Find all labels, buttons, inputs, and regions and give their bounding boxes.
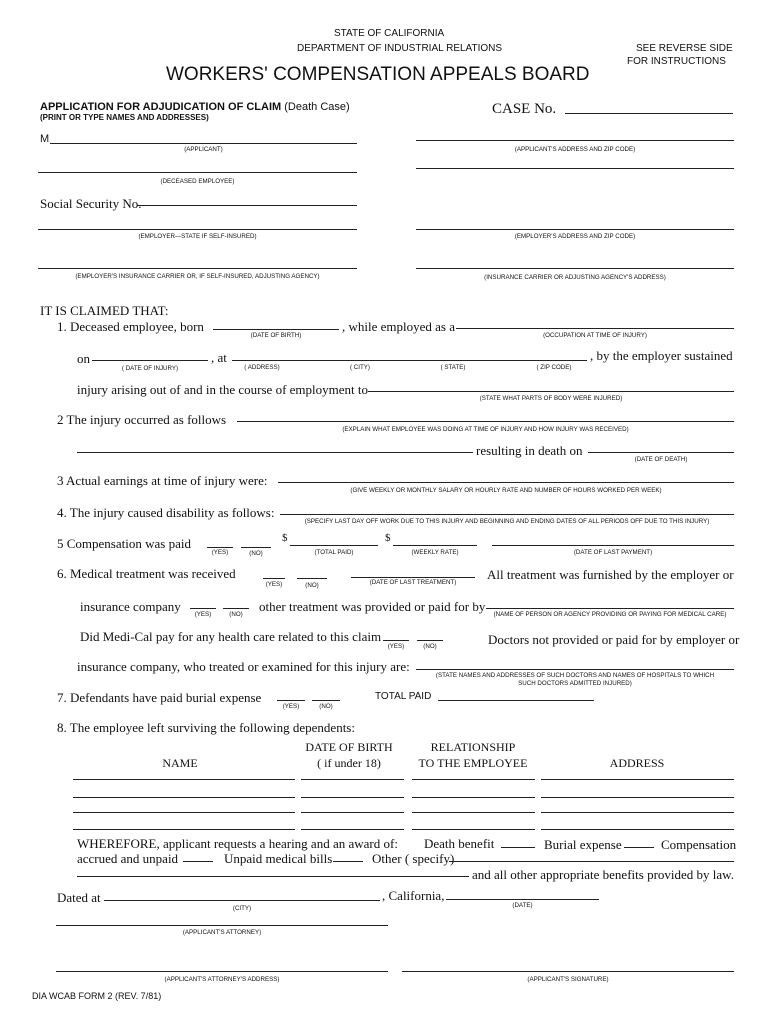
weekly-rate-caption: (WEEKLY RATE) (411, 549, 459, 556)
item-8-text: 8. The employee left surviving the following dependents: (57, 720, 355, 735)
employer-caption: (EMPLOYER—STATE IF SELF-INSURED) (138, 233, 257, 240)
occupation-caption: (OCCUPATION AT TIME OF INJURY) (543, 332, 647, 339)
date-of-death-caption: (DATE OF DEATH) (634, 456, 688, 463)
on-label: on (77, 351, 90, 366)
dependent-1-relationship[interactable] (412, 779, 535, 780)
doctors-caption-line-1: (STATE NAMES AND ADDRESSES OF SUCH DOCTORS AND NAMES OF HOSPITALS TO WHICH (435, 672, 715, 679)
dependent-2-address[interactable] (541, 797, 734, 798)
date-caption: (DATE) (512, 902, 533, 909)
accrued-unpaid-label: accrued and unpaid (77, 851, 179, 866)
insurance-no-field[interactable] (223, 608, 249, 609)
total-paid-caption: (TOTAL PAID) (314, 549, 354, 556)
case-number-label: CASE No. (492, 101, 557, 117)
dependent-1-address[interactable] (541, 779, 734, 780)
applicant-address-caption: (APPLICANT'S ADDRESS AND ZIP CODE) (514, 146, 636, 153)
other-specify-field[interactable] (449, 861, 734, 862)
application-title (40, 101, 350, 113)
form-identifier: DIA WCAB FORM 2 (REV. 7/81) (32, 991, 162, 1001)
deceased-employee-caption: (DECEASED EMPLOYEE) (160, 178, 235, 185)
dependent-4-relationship[interactable] (412, 829, 535, 830)
applicant-signature-caption: (APPLICANT'S SIGNATURE) (527, 976, 609, 983)
date-field[interactable] (446, 899, 599, 900)
burial-expense-field[interactable] (624, 847, 654, 848)
item-3-text: 3 Actual earnings at time of injury were: (57, 473, 268, 488)
compensation-no-field[interactable] (241, 547, 271, 548)
dependent-2-name[interactable] (73, 797, 295, 798)
claims-heading: IT IS CLAIMED THAT: (40, 303, 169, 318)
item-1-text: 1. Deceased employee, born (57, 319, 204, 334)
item-2-text: 2 The injury occurred as follows (57, 412, 227, 427)
injury-explanation-field[interactable] (237, 421, 734, 422)
compensation-no-caption: (NO) (249, 550, 263, 557)
burial-total-paid-field[interactable] (438, 700, 594, 701)
dated-at-label: Dated at (57, 890, 101, 905)
applicant-caption: (APPLICANT) (184, 146, 223, 153)
applicant-attorney-field[interactable] (56, 925, 388, 926)
medi-cal-yes-caption: (YES) (387, 643, 405, 650)
total-paid-field[interactable] (290, 545, 378, 546)
see-reverse-note: SEE REVERSE SIDE (636, 43, 733, 54)
compensation-yes-field[interactable] (207, 547, 233, 548)
carrier-address-field[interactable] (416, 268, 734, 269)
instructions-note: FOR INSTRUCTIONS (627, 56, 726, 67)
form-title: WORKERS' COMPENSATION APPEALS BOARD (166, 64, 590, 85)
ssn-label: Social Security No. (40, 196, 142, 211)
occupation-field[interactable] (456, 328, 734, 329)
dependent-2-dob[interactable] (301, 797, 404, 798)
medical-yes-field[interactable] (263, 578, 285, 579)
earnings-field[interactable] (278, 482, 734, 483)
employer-address-field[interactable] (416, 229, 734, 230)
dependent-1-name[interactable] (73, 779, 295, 780)
employer-field[interactable] (38, 229, 357, 230)
unpaid-medical-label: Unpaid medical bills (224, 851, 333, 866)
doctors-field[interactable] (416, 669, 734, 670)
medi-cal-no-caption: (NO) (423, 643, 437, 650)
medical-no-caption: (NO) (305, 582, 319, 589)
burial-no-field[interactable] (312, 700, 340, 701)
dob-column-subheader: ( if under 18) (317, 756, 381, 770)
other-treatment-text: other treatment was provided or paid for by (259, 599, 486, 614)
burial-no-caption: (NO) (319, 703, 333, 710)
date-of-birth-caption: (DATE OF BIRTH) (250, 332, 302, 339)
m-prefix: M (40, 133, 50, 145)
burial-expense-label: Burial expense (544, 837, 622, 852)
applicant-field[interactable] (50, 143, 357, 144)
dependent-4-dob[interactable] (301, 829, 404, 830)
doctors-caption-line-2: SUCH DOCTORS ADMITTED INJURED) (518, 680, 632, 687)
relationship-column-header: RELATIONSHIP (430, 740, 516, 754)
date-of-birth-field[interactable] (213, 329, 339, 330)
print-instruction: (PRINT OR TYPE NAMES AND ADDRESSES) (40, 113, 209, 122)
dependent-3-dob[interactable] (301, 812, 404, 813)
case-number-field[interactable] (565, 113, 733, 114)
dated-at-city-field[interactable] (104, 900, 380, 901)
all-other-benefits-text: and all other appropriate benefits provided by law. (472, 867, 734, 882)
medi-cal-yes-field[interactable] (383, 640, 409, 641)
wherefore-text: WHEREFORE, applicant requests a hearing and an award of: (77, 836, 398, 851)
unpaid-medical-field[interactable] (333, 861, 363, 862)
at-label: , at (211, 350, 227, 365)
insurance-yes-field[interactable] (190, 608, 216, 609)
accrued-unpaid-field[interactable] (183, 861, 213, 862)
address-caption: ( ADDRESS) (244, 364, 280, 371)
deceased-employee-field[interactable] (38, 172, 357, 173)
resulting-death-text: resulting in death on (476, 443, 583, 458)
date-of-death-field[interactable] (588, 452, 734, 453)
compensation-yes-caption: (YES) (211, 549, 229, 556)
body-parts-caption: (STATE WHAT PARTS OF BODY WERE INJURED) (479, 395, 623, 402)
death-benefit-field[interactable] (501, 847, 535, 848)
zip-code-caption: ( ZIP CODE) (536, 364, 572, 371)
weekly-rate-field[interactable] (393, 545, 477, 546)
insurance-no-caption: (NO) (229, 611, 243, 618)
item-6-text: 6. Medical treatment was received (57, 566, 236, 581)
body-parts-field[interactable] (368, 391, 734, 392)
carrier-field[interactable] (38, 268, 357, 269)
other-payer-field[interactable] (486, 608, 734, 609)
applicant-address-field-2[interactable] (416, 168, 734, 169)
weekly-rate-dollar: $ (385, 532, 391, 544)
applicant-address-field[interactable] (416, 140, 734, 141)
state-heading: STATE OF CALIFORNIA (334, 28, 445, 39)
total-paid-dollar: $ (282, 532, 288, 544)
dependent-3-address[interactable] (541, 812, 734, 813)
other-specify-label: Other ( specify) (372, 851, 455, 866)
department-heading: DEPARTMENT OF INDUSTRIAL RELATIONS (297, 43, 503, 54)
all-treatment-text: All treatment was furnished by the employer or (487, 567, 734, 582)
ssn-field[interactable] (137, 205, 357, 206)
item-1-while: , while employed as a (342, 319, 455, 334)
item-5-text: 5 Compensation was paid (57, 536, 191, 551)
death-benefit-label: Death benefit (424, 836, 495, 851)
dependent-3-relationship[interactable] (412, 812, 535, 813)
medi-cal-text: Did Medi-Cal pay for any health care related to this claim (80, 629, 382, 644)
by-employer-text: , by the employer sustained (590, 348, 733, 363)
last-treatment-field[interactable] (351, 577, 475, 578)
date-of-injury-field[interactable] (92, 360, 208, 361)
carrier-address-caption: (INSURANCE CARRIER OR ADJUSTING AGENCY'S ADDRESS) (484, 274, 666, 281)
other-payer-caption: (NAME OF PERSON OR AGENCY PROVIDING OR PAYING FOR MEDICAL CARE) (493, 611, 727, 618)
date-of-injury-caption: ( DATE OF INJURY) (121, 365, 179, 372)
name-column-header: NAME (162, 756, 198, 770)
city-caption: ( CITY) (350, 364, 370, 371)
insurance-yes-caption: (YES) (194, 611, 212, 618)
item-4-text: 4. The injury caused disability as follows: (57, 505, 275, 520)
burial-yes-caption: (YES) (282, 703, 300, 710)
carrier-caption: (EMPLOYER'S INSURANCE CARRIER OR, IF SELF-INSURED, ADJUSTING AGENCY) (75, 273, 320, 280)
dependent-4-address[interactable] (541, 829, 734, 830)
state-caption: ( STATE) (440, 364, 466, 371)
dob-column-header: DATE OF BIRTH (305, 740, 393, 754)
medical-yes-caption: (YES) (265, 581, 283, 588)
last-payment-field[interactable] (492, 545, 734, 546)
burial-yes-field[interactable] (277, 700, 305, 701)
application-title-plain: (Death Case) (284, 101, 350, 113)
dependent-1-dob[interactable] (301, 779, 404, 780)
burial-total-paid-label: TOTAL PAID (375, 691, 432, 702)
injury-location-field[interactable] (232, 360, 587, 361)
employer-address-caption: (EMPLOYER'S ADDRESS AND ZIP CODE) (514, 233, 636, 240)
last-treatment-caption: (DATE OF LAST TREATMENT) (369, 579, 457, 586)
disability-caption: (SPECIFY LAST DAY OFF WORK DUE TO THIS INJURY AND BEGINNING AND ENDING DATES OF ALL PERIODS OFF DUE TO THIS INJURY) (304, 518, 710, 525)
medical-no-field[interactable] (297, 578, 327, 579)
california-label: , California, (382, 888, 445, 903)
dated-at-city-caption: (CITY) (232, 905, 252, 912)
medi-cal-no-field[interactable] (417, 640, 443, 641)
address-column-header: ADDRESS (609, 756, 665, 770)
injury-arising-text: injury arising out of and in the course of employment to (77, 382, 368, 397)
injury-explanation-field-2[interactable] (77, 452, 473, 453)
dependent-2-relationship[interactable] (412, 797, 535, 798)
insurance-treated-text: insurance company, who treated or examined for this injury are: (77, 659, 410, 674)
injury-explanation-caption: (EXPLAIN WHAT EMPLOYEE WAS DOING AT TIME OF INJURY AND HOW INJURY WAS RECEIVED) (342, 426, 629, 433)
applicant-signature-field[interactable] (402, 971, 734, 972)
compensation-label: Compensation (661, 837, 737, 852)
relationship-column-subheader: TO THE EMPLOYEE (418, 756, 528, 770)
dependent-4-name[interactable] (73, 829, 295, 830)
other-specify-field-2[interactable] (77, 876, 469, 877)
dependent-3-name[interactable] (73, 812, 295, 813)
last-payment-caption: (DATE OF LAST PAYMENT) (573, 549, 653, 556)
disability-field[interactable] (280, 514, 734, 515)
item-7-text: 7. Defendants have paid burial expense (57, 690, 262, 705)
earnings-caption: (GIVE WEEKLY OR MONTHLY SALARY OR HOURLY RATE AND NUMBER OF HOURS WORKED PER WEEK) (350, 487, 662, 494)
insurance-company-text: insurance company (80, 599, 181, 614)
attorney-address-field[interactable] (56, 971, 388, 972)
doctors-not-text: Doctors not provided or paid for by employer or (488, 632, 740, 647)
attorney-address-caption: (APPLICANT'S ATTORNEY'S ADDRESS) (164, 976, 280, 983)
applicant-attorney-caption: (APPLICANT'S ATTORNEY) (182, 929, 262, 936)
application-title-bold: APPLICATION FOR ADJUDICATION OF CLAIM (40, 101, 282, 113)
